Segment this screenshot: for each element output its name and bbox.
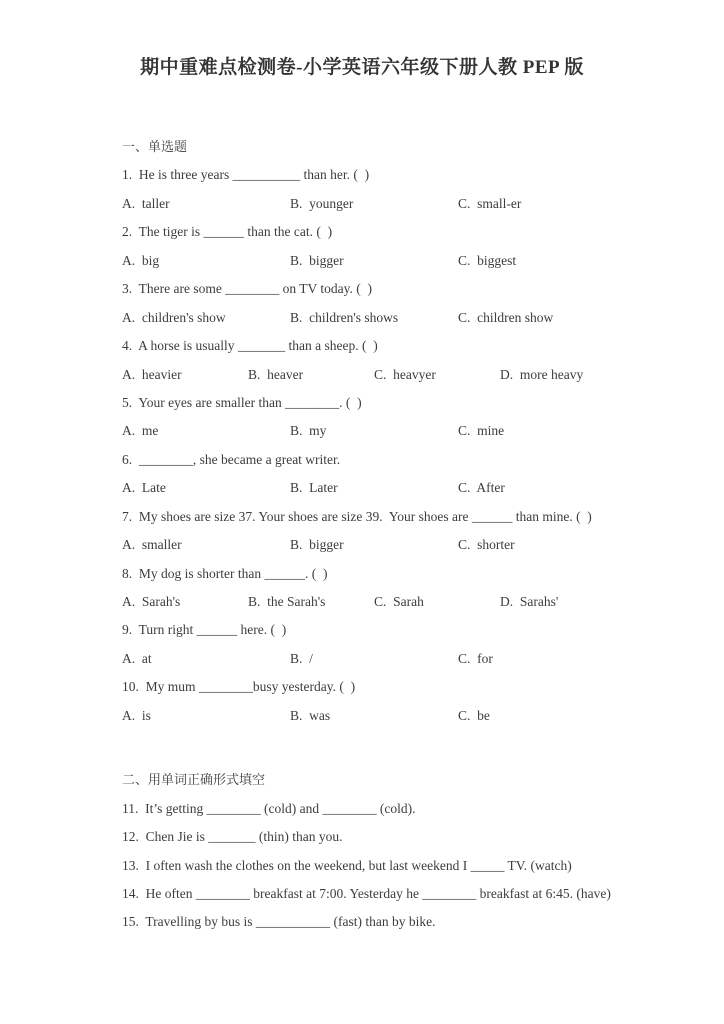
option-2a: A. big	[122, 252, 160, 268]
section2-heading: 二、用单词正确形式填空	[122, 772, 266, 788]
option-2b: B. bigger	[290, 252, 344, 268]
option-6a: A. Late	[122, 480, 166, 496]
page-content	[122, 133, 654, 937]
options-row-3	[122, 304, 654, 332]
options-row-4	[122, 361, 654, 389]
question-text-10: 10. My mum ________busy yesterday. ( )	[122, 679, 356, 695]
options-row-6	[122, 474, 654, 502]
option-9b: B. /	[290, 650, 313, 666]
question-text-7: 7. My shoes are size 37. Your shoes are size 39. Your shoes are ______ than mine. ( )	[122, 508, 592, 524]
option-5c: C. mine	[458, 423, 505, 439]
option-8c: C. Sarah	[374, 594, 424, 609]
options-row-1	[122, 190, 654, 218]
option-9a: A. at	[122, 650, 152, 666]
question-text-4: 4. A horse is usually _______ than a sheep. ( )	[122, 338, 378, 354]
option-7a: A. smaller	[122, 537, 182, 553]
question-text-1: 1. He is three years __________ than her. ( )	[122, 167, 370, 183]
question-text-14: 14. He often ________ breakfast at 7:00. Yesterday he ________ breakfast at 6:45. (have)	[122, 885, 611, 901]
question-text-11: 11. It’s getting ________ (cold) and ________ (cold).	[122, 800, 416, 816]
option-10a: A. is	[122, 707, 151, 723]
question-text-8: 8. My dog is shorter than ______. ( )	[122, 565, 328, 581]
option-6b: B. Later	[290, 480, 338, 496]
option-3c: C. children show	[458, 309, 554, 325]
question-text-13: 13. I often wash the clothes on the weekend, but last weekend I _____ TV. (watch)	[122, 857, 572, 873]
option-1b: B. younger	[290, 195, 354, 211]
question-text-3: 3. There are some ________ on TV today. ( )	[122, 281, 372, 297]
option-5b: B. my	[290, 423, 327, 439]
options-row-8	[122, 588, 654, 616]
option-4d: D. more heavy	[500, 366, 584, 382]
question-text-2: 2. The tiger is ______ than the cat. ( )	[122, 224, 333, 240]
option-2c: C. biggest	[458, 252, 517, 268]
question-text-12: 12. Chen Jie is _______ (thin) than you.	[122, 829, 343, 845]
options-row-9	[122, 645, 654, 673]
options-row-10	[122, 702, 654, 730]
option-8b: B. the Sarah's	[248, 594, 326, 609]
options-row-7	[122, 531, 654, 559]
option-5a: A. me	[122, 423, 159, 439]
options-row-2	[122, 247, 654, 275]
section1-heading: 一、单选题	[122, 139, 188, 154]
option-8d: D. Sarahs'	[500, 594, 559, 609]
option-1c: C. small-er	[458, 195, 522, 211]
option-6c: C. After	[458, 480, 505, 496]
question-text-15: 15. Travelling by bus is ___________ (fast) than by bike.	[122, 914, 436, 930]
option-9c: C. for	[458, 650, 493, 666]
option-3a: A. children's show	[122, 309, 226, 325]
option-7b: B. bigger	[290, 537, 344, 553]
option-8a: A. Sarah's	[122, 594, 181, 609]
options-row-5	[122, 417, 654, 445]
option-4c: C. heavyer	[374, 366, 436, 382]
option-3b: B. children's shows	[290, 309, 399, 325]
option-10b: B. was	[290, 707, 331, 723]
question-text-9: 9. Turn right ______ here. ( )	[122, 622, 287, 638]
question-text-5: 5. Your eyes are smaller than ________. ( )	[122, 394, 362, 410]
option-1a: A. taller	[122, 195, 170, 211]
option-7c: C. shorter	[458, 537, 515, 553]
question-text-6: 6. ________, she became a great writer.	[122, 451, 341, 467]
page-title: 期中重难点检测卷-小学英语六年级下册人教 PEP 版	[140, 57, 584, 78]
option-4b: B. heaver	[248, 366, 304, 382]
option-10c: C. be	[458, 707, 490, 723]
option-4a: A. heavier	[122, 366, 182, 382]
